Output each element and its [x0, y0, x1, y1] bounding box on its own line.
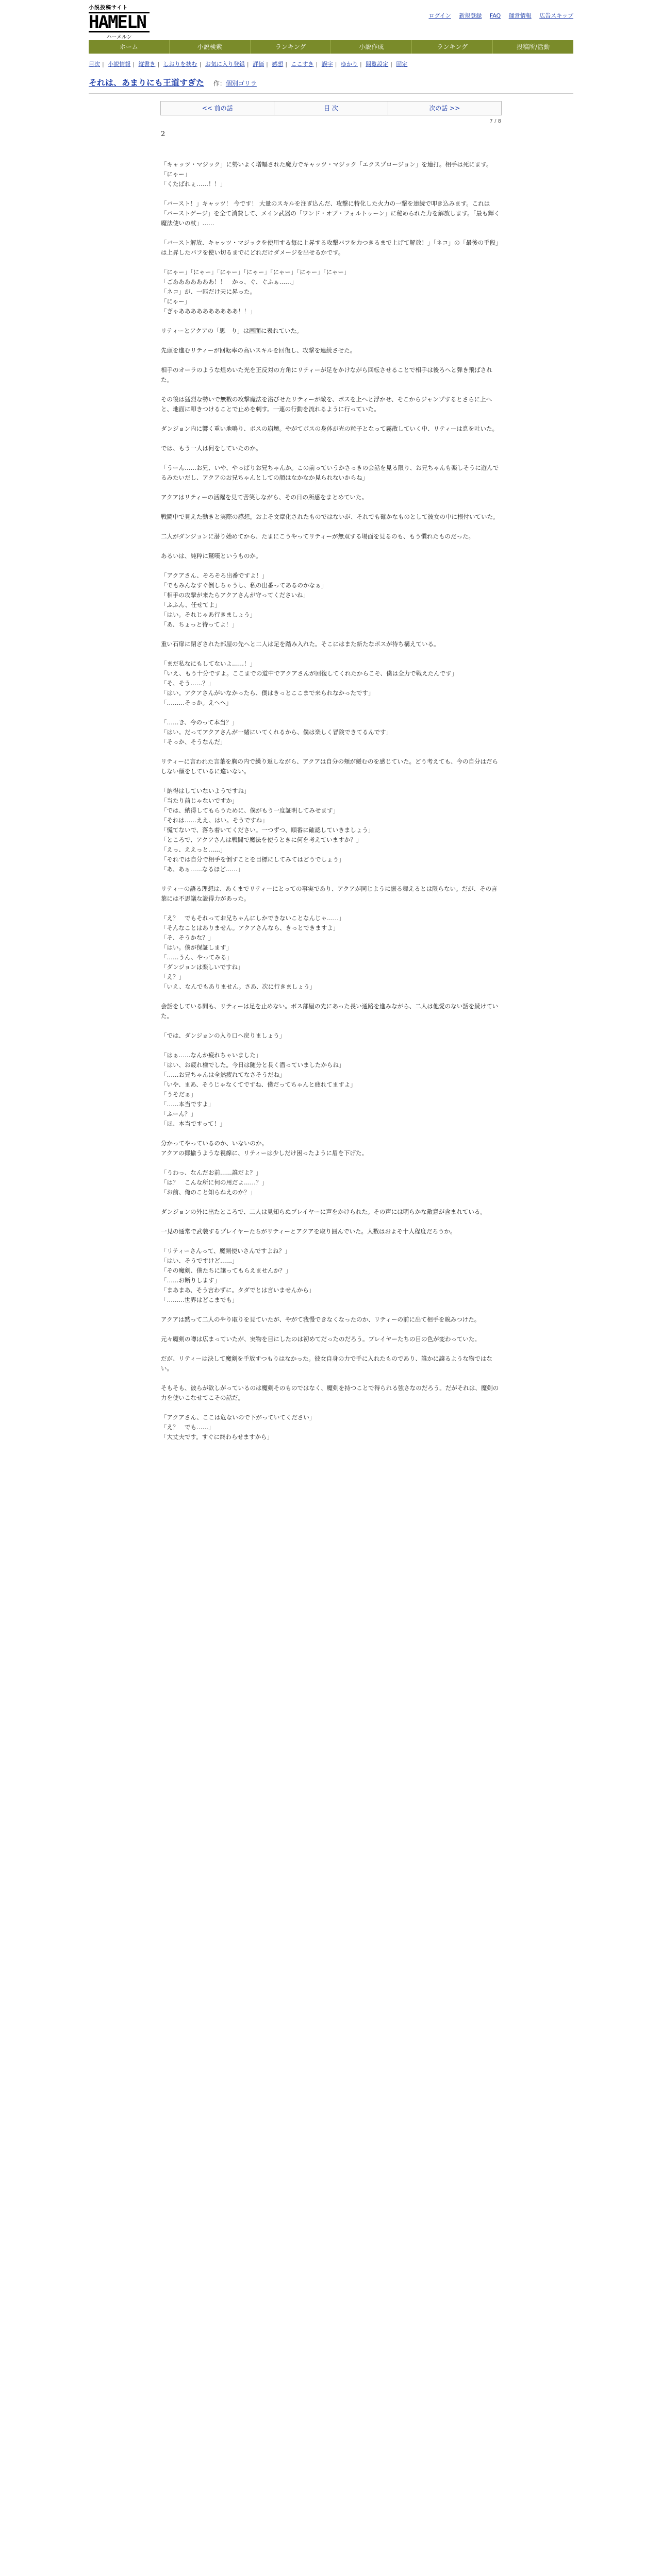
subnav-settings[interactable]: 閲覧設定: [366, 61, 389, 67]
paragraph: 「バースト！」キャッツ！ 今です！ 大量のスキルを注ぎ込んだ、攻撃に特化した火力の一撃を連続で叩き込みます。これは「バーストゲージ」を全て消費して、メイン武器の「ワンド・オブ・フォルトゥーン」に秘められた力を解放します。「最も輝く魔法使いの杖」……: [161, 200, 500, 227]
paragraph: リティーとアクアの「思 り」は画面に表れていた。: [161, 327, 303, 334]
paragraph: 二人がダンジョンに潜り始めてから、たまにこうやってリティーが無双する場面を見るのも、もう慣れたものだった。: [161, 533, 474, 540]
header-link-login[interactable]: ログイン: [428, 12, 451, 19]
paragraph: ダンジョン内に響く重い地鳴り、ボスの崩壊。やがてボスの身体が光の粒子となって霧散していく中、リティーは息を吐いた。: [161, 425, 498, 432]
nav-ranking-2[interactable]: ランキング: [412, 40, 493, 54]
site-header: [89, 0, 573, 40]
logo-tagline: 小説投稿サイト: [89, 5, 128, 11]
paragraph: その後は猛烈な勢いで無数の攻撃魔法を浴びせたリティーが敵を、ボスを上へと浮かせ、そこからジャンプするとさらに上へと、地面に叩きつけることで止めを刺す。一連の行動を流れるように行っていた。: [161, 396, 492, 413]
subnav-fix[interactable]: 固定: [396, 61, 408, 67]
paragraph: リティーに言われた言葉を胸の内で繰り返しながら、アクアは自分の頬が緩むのを感じていた。どう考えても、今の自分はだらしない顔をしているに違いない。: [161, 758, 498, 775]
subnav-vertical[interactable]: 縦書き: [138, 61, 156, 67]
paragraph: 「うーん……お兄、いや、やっぱりお兄ちゃんか。この前っていうかさっきの会話を見る限り、お兄ちゃんも楽しそうに遊んでるみたいだし、アクアのお兄ちゃんとしての顔はなかなか見られないからね」: [161, 464, 499, 481]
paragraph: 「うわっ、なんだお前……誰だよ？」 「は？ こんな所に何の用だよ……？」 「お前、俺のこと知らねえのか？」: [161, 1169, 268, 1196]
chapter-number: 2: [161, 130, 166, 138]
separator: |: [359, 61, 362, 67]
chapter-nav: [160, 101, 502, 115]
header-link-faq[interactable]: FAQ: [489, 12, 501, 19]
logo-wordmark: HAMELN: [89, 12, 150, 32]
subnav-bookmark[interactable]: しおりを挟む: [163, 61, 197, 67]
paragraph: 「え？ でもそれってお兄ちゃんにしかできないことなんじゃ……」 「そんなことはありません。アクアさんなら、きっとできますよ」 「そ、そうかな？」 「はい。僕が保証します」 「……うん、やってみる」 「ダンジョンは楽しいですね」 「え？」 「いえ、なんでもありません。さあ、次に行きましょう」: [161, 914, 345, 990]
paragraph: 相手のオーラのような煌めいた光を正反対の方角にリティーが足をかけながら回転させることで相手は後ろへと弾き飛ばされた。: [161, 366, 492, 383]
subnav-toc[interactable]: 目次: [89, 61, 100, 67]
next-chapter-button[interactable]: 次の話 >>: [388, 101, 501, 115]
nav-search[interactable]: 小説検索: [170, 40, 251, 54]
nav-home[interactable]: ホーム: [89, 40, 170, 54]
paragraph: 「バースト解放、キャッツ・マジックを使用する毎に上昇する攻撃バフを力つきるまで上げて解放！」「ネコ」の「最後の手段」は上昇したバフを使い切るまでにどれだけダメージを出せるかです。: [161, 239, 499, 256]
paragraph: では、もう一人は何をしていたのか。: [161, 445, 262, 452]
paragraph: 会話をしている間も、リティーは足を止めない。ボス部屋の先にあった長い通路を進みながら、二人は他愛のない話を続けていた。: [161, 1003, 499, 1020]
separator: |: [157, 61, 160, 67]
prev-chapter-button[interactable]: << 前の話: [161, 101, 274, 115]
paragraph: 分かってやっているのか、いないのか。 アクアの揶揄うような視線に、リティーは少しだけ困ったように眉を下げた。: [161, 1140, 368, 1157]
paragraph: 「リティーさんって、魔剣使いさんですよね？」 「はい、そうですけど……」 「その魔剣、僕たちに譲ってもらえませんか？」 「……お断りします」 「まあまあ、そう言わずに。タダでとは言いませんから」 「………世界はどこまでも」: [161, 1247, 315, 1303]
header-links: [422, 11, 573, 20]
separator: |: [390, 61, 392, 67]
header-link-info[interactable]: 運営情報: [508, 12, 532, 19]
work-title-row: [89, 73, 573, 94]
site-logo[interactable]: [89, 3, 150, 40]
paragraph: ダンジョンの外に出たところで、二人は見知らぬプレイヤーに声をかけられた。その声には明らかな敵意が含まれている。: [161, 1208, 486, 1215]
paragraph: 「納得はしていないようですね」 「当たり前じゃないですか」 「では、納得してもらうために、僕がもう一度証明してみせます」 「それは……ええ、はい。そうですね」 「慌てないで、落ち着いてください。一つずつ、順番に確認していきましょう」 「ところで、アクアさんは戦闘で魔法を使うときに何を考えていますか？」 「えっ、ええっと……」 「それでは自分で相手を倒すことを目標にしてみてはどうでしょう」 「あ、あぁ……なるほど……」: [161, 787, 374, 873]
separator: |: [102, 61, 104, 67]
subnav-rate[interactable]: 評価: [253, 61, 264, 67]
paragraph: 「キャッツ・マジック」に勢いよく増幅された魔力でキャッツ・マジック「エクスプロージョン」を連打。相手は死にます。 「にゃー」 「くたばれぇ……！！」: [161, 161, 492, 188]
subnav-typo[interactable]: 誤字: [321, 61, 333, 67]
paragraph: 「では、ダンジョンの入り口へ戻りましょう」: [161, 1032, 286, 1039]
paragraph: 一見の通常で武装するプレイヤーたちがリティーとアクアを取り囲んでいた。人数はおよそ十人程度だろうか。: [161, 1228, 456, 1235]
work-title[interactable]: それは、あまりにも王道すぎた: [89, 78, 205, 88]
subnav-info[interactable]: 小説情報: [108, 61, 131, 67]
paragraph: リティーの語る理想は、あくまでリティーにとっての事実であり、アクアが同じように振る舞えるとは限らない。だが、その言葉には不思議な説得力があった。: [161, 885, 498, 902]
paragraph: 元々魔剣の噂は広まっていたが、実物を目にしたのは初めてだったのだろう。プレイヤーたちの目の色が変わっていた。: [161, 1335, 481, 1343]
main-nav: [89, 40, 573, 54]
author-link[interactable]: 個別ゴリラ: [225, 80, 257, 87]
paragraph: 先頭を進むリティーが回転率の高いスキルを回復し、攻撃を連続させた。: [161, 347, 356, 354]
separator: |: [246, 61, 249, 67]
subnav-comment[interactable]: 感想: [272, 61, 284, 67]
paragraph: 「にゃー」「にゃー」「にゃー」「にゃー」「にゃー」「にゃー」「にゃー」 「ごあああああああ！！ かっ、ぐ、ぐふぁ……」 「ネコ」が、一匹だけ天に昇った。 「にゃー」 「ぎゃああああああああああ！！」: [161, 268, 350, 315]
paragraph: 「まだ私なにもしてないよ……！」 「いえ、もう十分ですよ。ここまでの道中でアクアさんが回復してくれたからこそ、僕は全力で戦えたんです」 「そ、そう……？」 「はい。アクアさんがいなかったら、僕はきっとここまで来られなかったです」 「………そっか。えへへ」: [161, 660, 458, 706]
page-count: 7 / 8: [489, 118, 501, 124]
paragraph: 「はぁ……なんか疲れちゃいました」 「はい、お疲れ様でした。今日は随分と長く潜っていましたからね」 「……お兄ちゃんは全然疲れてなさそうだね」 「いや、まあ、そうじゃなくてですね、僕だってちゃんと疲れてますよ」 「うそだぁ」 「……本当ですよ」 「ふーん？」 「ほ、本当ですって！」: [161, 1052, 356, 1127]
paragraph: アクアはリティーの活躍を見て苦笑しながら、その日の所感をまとめていた。: [161, 494, 368, 501]
paragraph: 「アクアさん、そろそろ出番ですよ！」 「でもみんなすぐ倒しちゃうし、私の出番ってあるのかなぁ」 「相手の攻撃が来たらアクアさんが守ってくださいね」 「ふふん、任せてよ」 「はい。それじゃあ行きましょう」 「あ、ちょっと待ってよ！」: [161, 572, 327, 628]
separator: |: [266, 61, 268, 67]
paragraph: 戦闘中で見えた動きと実際の感想。およそ文章化されたものではないが、それでも確かなものとして彼女の中に根付いていた。: [161, 513, 499, 520]
novel-body: [161, 129, 501, 1442]
work-subnav: [89, 54, 573, 73]
paragraph: 「……き、今のって本当？」 「はい。だってアクアさんが一緒にいてくれるから、僕は楽しく冒険できてるんです」 「そっか、そうなんだ」: [161, 719, 392, 745]
separator: |: [133, 61, 135, 67]
paragraph-list: [161, 160, 501, 1442]
paragraph: そもそも、彼らが欲しがっているのは魔剣そのものではなく、魔剣を持つことで得られる強さなのだろう。だがそれは、魔剣の力を使いこなせてこその話だ。: [161, 1384, 499, 1401]
separator: |: [199, 61, 202, 67]
subnav-yukari[interactable]: ゆかり: [340, 61, 358, 67]
nav-ranking[interactable]: ランキング: [251, 40, 332, 54]
paragraph: 「アクアさん、ここは危ないので下がっていてください」 「え？ でも……」 「大丈夫です。すぐに終わらせますから」: [161, 1414, 316, 1440]
nav-activity[interactable]: 投稿所/活動: [517, 43, 550, 50]
author-label: 作：: [213, 80, 226, 87]
paragraph: 重い石扉に閉ざされた部屋の先へと二人は足を踏み入れた。そこにはまた新たなボスが待ち構えている。: [161, 640, 440, 648]
toc-button[interactable]: 目 次: [274, 101, 388, 115]
paragraph: アクアは黙って二人のやり取りを見ていたが、やがて我慢できなくなったのか、リティーの前に出て相手を睨みつけた。: [161, 1316, 481, 1323]
separator: |: [285, 61, 288, 67]
subnav-favorite[interactable]: お気に入り登録: [205, 61, 245, 67]
header-link-register[interactable]: 新規登録: [459, 12, 482, 19]
nav-create[interactable]: 小説作成: [331, 40, 412, 54]
logo-subtitle: ハーメルン: [106, 35, 132, 40]
header-link-skip-ads[interactable]: 広告スキップ: [539, 12, 573, 19]
subnav-like[interactable]: ここすき: [291, 61, 314, 67]
paragraph: あるいは、純粋に驚嘆というものか。: [161, 552, 262, 560]
separator: |: [335, 61, 337, 67]
paragraph: だが、リティーは決して魔剣を手放すつもりはなかった。彼女自身の力で手に入れたものであり、誰かに譲るような物ではない。: [161, 1355, 492, 1372]
separator: |: [316, 61, 318, 67]
